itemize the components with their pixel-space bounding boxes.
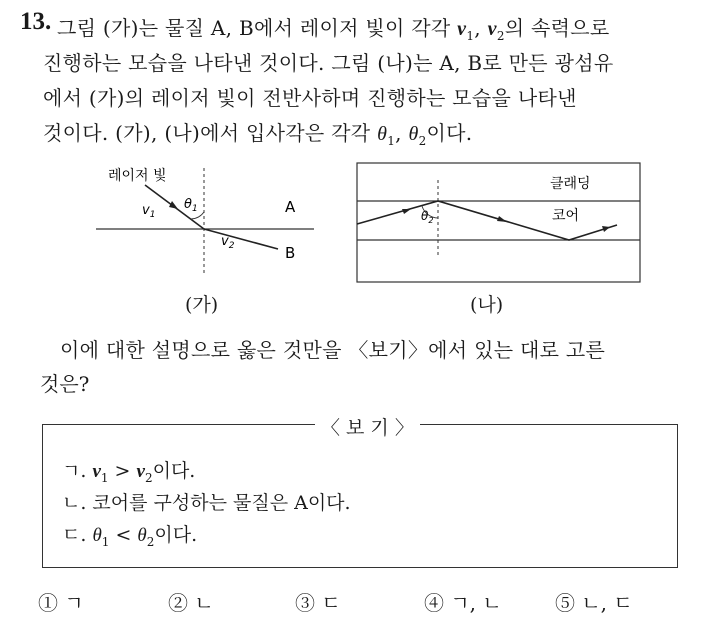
caption-ga: (가) [185,294,219,316]
arrow-1 [402,209,411,214]
figure-na [353,158,653,288]
fiber-outline [357,163,640,282]
label-A: A [285,198,296,216]
label-B: B [285,244,296,262]
caption-na: (나) [470,294,504,316]
ask-line-1: 이에 대한 설명으로 옳은 것만을 〈보기〉에서 있는 대로 고른 [60,338,606,362]
choice-5[interactable]: ⑤ ㄴ, ㄷ [555,591,633,615]
bogi-item-1: ㄱ. $v_1 > v_2$이다. [62,460,196,485]
v1-label: $v_1$ [142,203,156,220]
choice-3[interactable]: ③ ㄷ [295,591,341,615]
choice-2[interactable]: ② ㄴ [168,591,214,615]
laser-label: 레이저 빛 [108,168,167,184]
ask-line-2: 것은? [40,372,90,396]
question-line-3: 에서 (가)의 레이저 빛이 전반사하며 진행하는 모습을 나타낸 [43,86,577,110]
theta1-label: $\theta_1$ [184,197,198,214]
v2-label: $v_2$ [221,234,235,251]
bogi-item-3: ㄷ. $\theta_1 < \theta_2$이다. [62,524,198,549]
question-line-4: 것이다. (가), (나)에서 입사각은 각각 $\theta_1$, $\theta_2$이다. [43,121,473,148]
question-line-2: 진행하는 모습을 나타낸 것이다. 그림 (나)는 A, B로 만든 광섬유 [43,51,614,75]
core-label: 코어 [552,208,580,224]
bogi-title: 〈 보 기 〉 [315,413,420,440]
arrow-3 [602,226,610,232]
arrow-2 [497,216,507,222]
theta2-label: $\theta_2$ [421,209,434,225]
choice-1[interactable]: ① ㄱ [38,591,84,615]
question-line-1: 그림 (가)는 물질 A, B에서 레이저 빛이 각각 $v_1$, $v_2$의 속력으로 [57,16,610,43]
cladding-label: 클래딩 [550,176,591,192]
bogi-item-2: ㄴ. 코어를 구성하는 물질은 A이다. [62,492,351,514]
question-number: 13. [20,8,52,35]
incident-arrow [169,201,178,209]
choice-4[interactable]: ④ ㄱ, ㄴ [424,591,502,615]
figure-ga [80,158,320,288]
refracted-ray [204,229,278,249]
